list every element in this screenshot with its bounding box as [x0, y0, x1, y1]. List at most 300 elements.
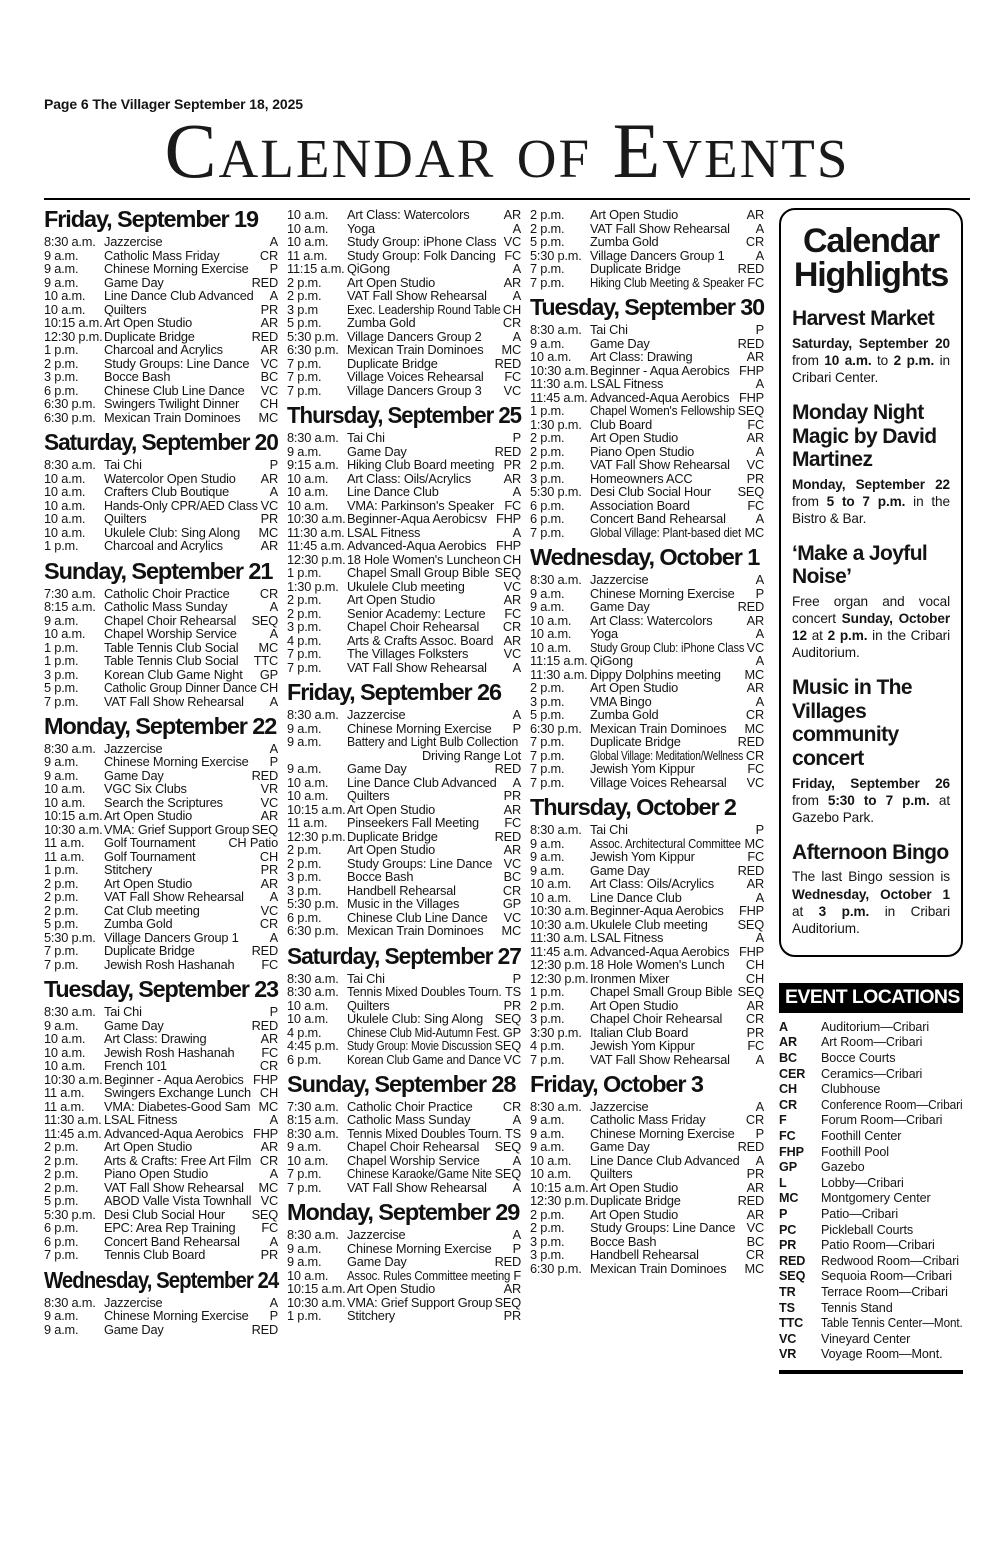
event-location-code: MC: [258, 409, 278, 425]
event-row: [44, 330, 278, 344]
event-time: 12:30 p.m.: [287, 551, 346, 567]
event-row: [287, 276, 521, 290]
event-time: 2 p.m.: [287, 288, 322, 304]
event-location-code: CH: [259, 1085, 278, 1101]
event-location-code: VC: [746, 1220, 764, 1236]
event-location-code: A: [755, 220, 764, 236]
event-location-code: A: [512, 484, 521, 500]
highlight-heading: Harvest Market: [792, 307, 935, 331]
location-row: [779, 1254, 963, 1270]
event-row: [287, 431, 521, 445]
event-row: [287, 1269, 521, 1283]
location-code: CER: [779, 1066, 806, 1081]
event-row: [287, 708, 521, 722]
event-location-code: CH: [745, 957, 764, 972]
event-time: 12:30 p.m.: [530, 1193, 589, 1209]
highlight-text: in the Cribari Auditorium.: [792, 628, 951, 661]
event-time: 11:15 a.m.: [287, 261, 345, 277]
event-row: [287, 1255, 521, 1269]
event-time: 9 a.m.: [287, 761, 322, 777]
event-row: [530, 1248, 764, 1262]
event-location-code: CH: [259, 848, 278, 864]
event-location-code: AR: [503, 592, 521, 608]
event-location-code: VC: [746, 457, 764, 473]
event-row: [44, 1221, 278, 1235]
event-time: 4 p.m.: [287, 1024, 322, 1040]
event-name: Advanced-Aqua Aerobics: [104, 1125, 244, 1141]
event-row: [44, 384, 278, 398]
event-location-code: FC: [747, 1038, 764, 1053]
event-row: [530, 1039, 764, 1053]
event-name: VAT Fall Show Rehearsal: [104, 1179, 244, 1195]
event-locations-box: [779, 983, 963, 1374]
event-time: 10 a.m.: [287, 484, 329, 500]
event-time: 2 p.m.: [44, 355, 79, 371]
event-name: Charcoal and Acrylics: [104, 538, 223, 554]
event-name: Charcoal and Acrylics: [104, 342, 223, 358]
event-location-code: CR: [259, 916, 278, 932]
event-time: 9 a.m.: [44, 274, 79, 290]
event-row: [44, 316, 278, 330]
event-row: [287, 262, 521, 276]
event-location-code: A: [269, 234, 278, 250]
event-time: 3 p.m.: [287, 882, 322, 898]
event-row: [44, 1309, 278, 1323]
event-name: Chapel Small Group Bible: [590, 984, 733, 999]
event-location-code: AR: [746, 876, 764, 891]
location-code: FHP: [779, 1144, 804, 1159]
event-time: 9 a.m.: [530, 599, 565, 615]
event-row: [287, 1296, 521, 1310]
event-name: Yoga: [347, 220, 375, 236]
event-row: [530, 972, 764, 986]
event-name: Quilters: [347, 788, 390, 804]
event-location-code: A: [512, 1112, 521, 1128]
event-time: 10 a.m.: [44, 794, 86, 810]
highlight-heading: ‘Make a Joyful Noise’: [792, 541, 928, 589]
event-time: 10:15 a.m.: [287, 801, 346, 817]
event-location-code: RED: [737, 599, 764, 615]
event-name: Italian Club Board: [590, 1024, 689, 1040]
event-name: Village Dancers Group 1: [104, 929, 239, 945]
event-time: 2 p.m.: [44, 902, 79, 918]
event-row: [44, 1032, 278, 1046]
event-location-code: P: [512, 430, 521, 446]
highlight-item: [792, 401, 950, 527]
event-row: [287, 222, 521, 236]
event-location-code: PR: [260, 1247, 278, 1263]
event-name: Cat Club meeting: [104, 902, 200, 918]
event-row: [44, 1140, 278, 1154]
event-time: 9 a.m.: [44, 767, 79, 783]
event-row: [287, 843, 521, 857]
event-location-code: FC: [261, 956, 278, 972]
event-location-code: FHP: [496, 538, 521, 554]
event-name: Chapel Small Group Bible: [347, 565, 490, 581]
event-row: [287, 1100, 521, 1114]
event-row: [287, 330, 521, 344]
event-row: [530, 377, 764, 391]
calendar-content: [44, 208, 970, 1374]
events-column: [287, 208, 530, 1323]
event-name: Tai Chi: [104, 457, 142, 473]
event-row: [44, 641, 278, 655]
location-name: Ceramics—Cribari: [821, 1066, 923, 1081]
event-time: 9 a.m.: [44, 612, 79, 628]
event-name: Village Dancers Group 3: [347, 382, 482, 398]
event-time: 10 a.m.: [530, 639, 572, 655]
event-location-code: GP: [502, 1024, 521, 1040]
location-code: TS: [779, 1300, 795, 1315]
event-row: [530, 485, 764, 499]
event-name: Ironmen Mixer: [590, 970, 670, 986]
event-location-code: A: [755, 930, 764, 945]
event-location-code: CR: [745, 1247, 764, 1263]
event-name: Game Day: [590, 862, 650, 878]
event-name: Art Class: Drawing: [590, 349, 693, 365]
event-location-code: VC: [746, 639, 764, 655]
event-row: [530, 499, 764, 513]
day-section: [44, 557, 278, 709]
event-name: Assoc. Architectural Committee: [590, 835, 741, 851]
event-time: 11 a.m.: [287, 247, 328, 263]
event-name: Tai Chi: [347, 430, 385, 446]
location-code: TTC: [779, 1316, 804, 1331]
event-name: Game Day: [104, 274, 164, 290]
event-row: [530, 1113, 764, 1127]
event-location-code: AR: [260, 470, 278, 486]
event-time: 9 a.m.: [44, 1308, 79, 1324]
event-location-code: PR: [503, 1308, 521, 1324]
event-time: 12:30 p.m.: [530, 957, 589, 972]
highlight-body: [792, 335, 950, 386]
event-name: Jazzercise: [104, 740, 163, 756]
event-location-code: AR: [260, 1139, 278, 1155]
location-name: Patio—Cribari: [821, 1207, 899, 1222]
event-time: 10 a.m.: [530, 349, 572, 365]
event-location-code: A: [269, 1112, 278, 1128]
event-location-code: SEQ: [494, 1166, 521, 1182]
event-row: [287, 580, 521, 594]
highlight-heading: Afternoon Bingo: [792, 840, 949, 864]
event-location-code: A: [269, 929, 278, 945]
event-time: 10 a.m.: [44, 1031, 86, 1047]
location-row: [779, 1176, 963, 1192]
event-name: Zumba Gold: [590, 707, 659, 723]
location-name: Foothill Pool: [821, 1144, 890, 1159]
event-row: [287, 343, 521, 357]
event-name: Chapel Worship Service: [347, 1152, 480, 1168]
event-time: 1 p.m.: [44, 653, 79, 668]
event-time: 2 p.m.: [530, 220, 565, 236]
event-time: 11:30 a.m.: [530, 376, 588, 392]
event-name: Art Open Studio: [590, 997, 679, 1013]
event-row: [44, 668, 278, 682]
event-location-code: AR: [503, 1281, 521, 1297]
event-row: [44, 411, 278, 425]
event-time: 7 p.m.: [287, 1179, 322, 1195]
event-time: 7 p.m.: [530, 261, 565, 277]
event-name: Catholic Mass Sunday: [104, 599, 228, 614]
event-name: Art Open Studio: [347, 592, 436, 608]
event-name: Senior Academy: Lecture: [347, 605, 486, 621]
event-time: 2 p.m.: [44, 1166, 79, 1182]
event-row: [287, 235, 521, 249]
event-row: [287, 924, 521, 938]
event-name: Swingers Twilight Dinner: [104, 396, 240, 412]
event-time: 10 a.m.: [44, 497, 86, 513]
event-name: Village Voices Rehearsal: [590, 774, 727, 790]
event-row: [44, 654, 278, 668]
event-time: 7 p.m.: [287, 646, 322, 662]
event-time: 8:30 a.m.: [287, 430, 339, 446]
event-row: [44, 742, 278, 756]
event-name: Study Group: iPhone Class: [347, 234, 497, 250]
location-code: A: [779, 1019, 788, 1034]
event-name: Line Dance Club Advanced: [347, 774, 497, 790]
event-time: 6:30 p.m.: [287, 342, 339, 358]
event-row: [287, 620, 521, 634]
highlight-text: 2 p.m.: [893, 352, 935, 368]
event-name: Art Open Studio: [104, 315, 193, 331]
event-time: 6 p.m.: [530, 497, 565, 513]
event-location-code: FHP: [739, 903, 764, 918]
event-row: [530, 1026, 764, 1040]
event-name: Music in the Villages: [347, 896, 460, 912]
event-name: Art Open Studio: [590, 680, 679, 696]
event-row: [287, 289, 521, 303]
event-location-code: RED: [251, 1017, 278, 1033]
event-name: 18 Hole Women's Lunch: [590, 957, 725, 972]
event-location-code: RED: [251, 767, 278, 783]
event-name: Study Groups: Line Dance: [590, 1220, 736, 1236]
event-name: Village Voices Rehearsal: [347, 369, 484, 385]
event-time: 10 a.m.: [44, 470, 86, 486]
event-location-code: A: [269, 1166, 278, 1182]
event-row: [530, 235, 764, 249]
event-location-code: MC: [744, 835, 764, 851]
highlight-text: Wednesday, October 1: [792, 886, 950, 902]
event-time: 6:30 p.m.: [287, 923, 339, 939]
event-time: 5:30 p.m.: [530, 247, 582, 263]
location-row: [779, 1285, 963, 1301]
event-row: [530, 1140, 764, 1154]
event-name: Exec. Leadership Round Table: [347, 301, 501, 317]
highlight-text: at: [806, 628, 828, 644]
event-time: 8:30 a.m.: [44, 1294, 96, 1310]
event-location-code: VC: [746, 774, 764, 790]
event-location-code: VC: [503, 855, 521, 871]
event-row: [287, 911, 521, 925]
event-location-code: VC: [260, 497, 278, 513]
event-name: Piano Open Studio: [590, 443, 695, 459]
event-time: 11:30 a.m.: [44, 1112, 102, 1128]
event-time: 7:30 a.m.: [44, 585, 96, 601]
event-time: 1 p.m.: [287, 1308, 322, 1324]
highlight-text: from: [792, 792, 828, 808]
event-name: Jazzercise: [347, 707, 406, 723]
event-row: [44, 809, 278, 823]
event-location-code: SEQ: [737, 916, 764, 932]
event-row: [287, 634, 521, 648]
event-location-code: PR: [503, 457, 521, 473]
event-name: VAT Fall Show Rehearsal: [104, 889, 244, 905]
event-row: [287, 735, 521, 749]
event-row: [44, 1181, 278, 1195]
event-time: 10 a.m.: [44, 484, 86, 500]
event-name: Chinese Karaoke/Game Nite: [347, 1166, 492, 1182]
event-name: Mexican Train Dominoes: [347, 923, 484, 939]
event-location-code: A: [755, 653, 764, 669]
event-time: 7 p.m.: [287, 355, 322, 371]
event-time: 9 a.m.: [530, 1112, 565, 1128]
event-row: [287, 539, 521, 553]
event-time: 5:30 p.m.: [287, 896, 339, 912]
event-location-code: A: [269, 889, 278, 905]
event-time: 9 a.m.: [530, 335, 565, 351]
event-location-code: RED: [494, 828, 521, 844]
event-time: 5 p.m.: [530, 707, 565, 723]
event-location-code: RED: [494, 1254, 521, 1270]
event-name: Art Open Studio: [104, 875, 193, 891]
location-code: AR: [779, 1035, 797, 1050]
event-row: [44, 863, 278, 877]
event-location-code: AR: [746, 1206, 764, 1222]
event-location-code: A: [269, 626, 278, 641]
event-row: [287, 762, 521, 776]
event-location-code: P: [755, 1125, 764, 1141]
event-location-code: SEQ: [251, 1206, 278, 1222]
event-time: 11 a.m.: [44, 1098, 85, 1114]
event-location-code: AR: [746, 207, 764, 223]
page-masthead: Page 6 The Villager September 18, 2025: [44, 96, 303, 112]
event-row: [287, 1053, 521, 1067]
event-location-code: CR: [745, 1112, 764, 1128]
event-time: 11:45 a.m.: [44, 1125, 102, 1141]
event-name: Ukulele Club: Sing Along: [104, 524, 241, 540]
title-divider: [44, 198, 970, 200]
day-section: [287, 681, 521, 937]
event-name: Duplicate Bridge: [347, 355, 438, 371]
event-row: [530, 391, 764, 405]
event-time: 10 a.m.: [530, 889, 572, 905]
event-time: 5:30 p.m.: [44, 1206, 96, 1222]
event-location-code: CH: [259, 396, 278, 412]
event-row: [44, 1323, 278, 1337]
event-location-code: VC: [503, 909, 521, 925]
event-name: Chinese Morning Exercise: [104, 754, 249, 770]
event-row: [530, 418, 764, 432]
event-name: Korean Club Game and Dance: [347, 1051, 501, 1067]
event-location-code: TTC: [253, 653, 278, 668]
event-name: Arts & Crafts Assoc. Board: [347, 632, 494, 648]
event-row: [530, 1235, 764, 1249]
highlight-item: [792, 542, 950, 662]
event-name: Quilters: [104, 301, 147, 317]
event-name: Study Groups: Line Dance: [104, 355, 250, 371]
location-name: Conference Room—Cribari: [821, 1097, 963, 1112]
event-name: Study Group Club: iPhone Class: [590, 639, 745, 655]
event-time: 11:30 a.m.: [530, 666, 588, 682]
event-name: Art Open Studio: [590, 1206, 679, 1222]
event-name: Game Day: [347, 1254, 407, 1270]
event-time: 1 p.m.: [530, 984, 565, 999]
highlight-heading: Monday Night Magic by David Martinez: [792, 400, 937, 472]
location-code: BC: [779, 1051, 797, 1066]
event-name: Art Class: Oils/Acrylics: [590, 876, 714, 891]
event-row: [287, 1154, 521, 1168]
event-time: 1:30 p.m.: [287, 578, 339, 594]
event-location-code: FC: [747, 849, 764, 864]
event-time: 6 p.m.: [44, 1220, 79, 1236]
highlight-text: 2 p.m.: [827, 628, 868, 644]
event-location-code: BC: [746, 1233, 764, 1249]
event-time: 12:30 p.m.: [287, 828, 346, 844]
event-time: 3 p.m.: [530, 693, 565, 709]
event-location-code: VC: [503, 1051, 521, 1067]
event-row: [44, 695, 278, 709]
event-time: 10 a.m.: [287, 774, 329, 790]
event-name: Handbell Rehearsal: [590, 1247, 699, 1263]
event-location-code: CR: [745, 1011, 764, 1026]
event-time: 10:15 a.m.: [287, 1281, 346, 1297]
day-section: [44, 978, 278, 1261]
day-section: [44, 208, 278, 424]
event-location-code: A: [755, 1098, 764, 1114]
event-time: 2 p.m.: [530, 207, 565, 223]
event-time: 8:30 a.m.: [44, 457, 96, 473]
event-time: 6:30 p.m.: [44, 396, 96, 412]
event-row: [530, 681, 764, 695]
event-time: 8:30 a.m.: [287, 1125, 339, 1141]
event-time: 5 p.m.: [44, 680, 79, 695]
event-time: 8:30 a.m.: [287, 707, 339, 723]
event-location-code: BC: [503, 869, 521, 885]
event-row: [530, 918, 764, 932]
location-name: Foothill Center: [821, 1129, 902, 1144]
event-row: [44, 917, 278, 931]
event-time: 10:30 a.m.: [530, 362, 589, 378]
event-location-code: FC: [504, 815, 521, 831]
event-name: Association Board: [590, 497, 690, 513]
day-section: [287, 942, 521, 1067]
event-time: 10:30 a.m.: [44, 821, 103, 837]
event-name: Ukulele Club meeting: [590, 916, 708, 932]
event-row: [530, 695, 764, 709]
event-name: Watercolor Open Studio: [104, 470, 236, 486]
event-location-code: PR: [260, 301, 278, 317]
event-name: Jewish Yom Kippur: [590, 1038, 695, 1053]
event-name: Chapel Choir Rehearsal: [347, 1139, 480, 1155]
highlight-heading: Music in The Villages community concert: [792, 676, 912, 770]
event-row: [44, 276, 278, 290]
event-locations-header: EVENT LOCATIONS: [779, 983, 963, 1013]
event-time: 10 a.m.: [287, 997, 329, 1013]
event-name: Jewish Yom Kippur: [590, 849, 695, 864]
day-heading: Friday, October 3: [530, 1071, 703, 1097]
event-location-code: A: [755, 626, 764, 642]
page-title: Calendar of Events: [164, 107, 850, 194]
event-name: VAT Fall Show Rehearsal: [347, 1179, 487, 1195]
event-location-code: PR: [746, 1166, 764, 1182]
event-location-code: A: [269, 740, 278, 756]
event-row: [287, 857, 521, 871]
event-location-code: MC: [744, 666, 764, 682]
event-time: 10 a.m.: [530, 1152, 572, 1168]
events-column: [44, 208, 287, 1336]
event-location-code: A: [512, 707, 521, 723]
event-location-code: MC: [258, 1179, 278, 1195]
